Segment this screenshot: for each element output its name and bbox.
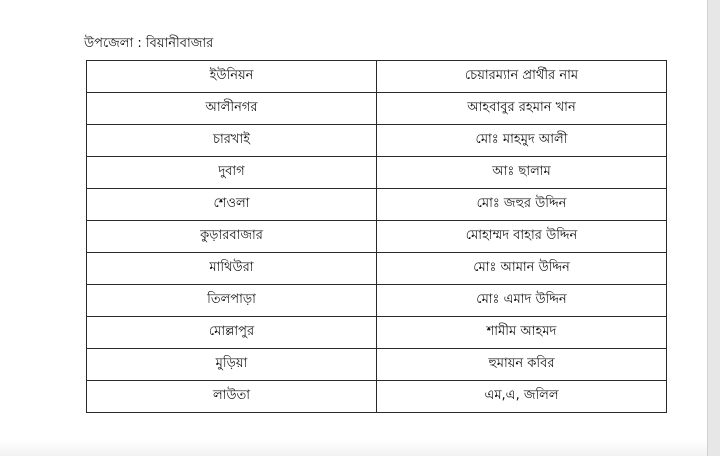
candidate-cell: মোঃ এমাদ উদ্দিন: [377, 285, 667, 317]
union-cell: শেওলা: [87, 189, 377, 221]
table-row: [87, 285, 667, 317]
union-cell: মোল্লাপুর: [87, 317, 377, 349]
union-cell: তিলপাড়া: [87, 285, 377, 317]
table-row: [87, 189, 667, 221]
upazila-caption: উপজেলা : বিয়ানীবাজার: [84, 36, 214, 51]
candidate-cell: আহবাবুর রহমান খান: [377, 93, 667, 125]
candidate-table: [86, 60, 667, 413]
union-cell: মাথিউরা: [87, 253, 377, 285]
candidate-cell: শামীম আহমদ: [377, 317, 667, 349]
table-row: [87, 381, 667, 413]
page-bottom-edge: [0, 440, 707, 456]
candidate-cell: মোঃ মাহমুদ আলী: [377, 125, 667, 157]
table-row: [87, 157, 667, 189]
candidate-cell: মোঃ আমান উদ্দিন: [377, 253, 667, 285]
table-row: [87, 253, 667, 285]
union-cell: আলীনগর: [87, 93, 377, 125]
table-row: [87, 317, 667, 349]
candidate-cell: আঃ ছালাম: [377, 157, 667, 189]
union-cell: দুবাগ: [87, 157, 377, 189]
header-union: ইউনিয়ন: [87, 61, 377, 93]
candidate-cell: মোহাম্মদ বাহার উদ্দিন: [377, 221, 667, 253]
union-cell: কুড়ারবাজার: [87, 221, 377, 253]
union-cell: লাউতা: [87, 381, 377, 413]
candidate-cell: হুমায়ন কবির: [377, 349, 667, 381]
candidate-cell: মোঃ জহুর উদ্দিন: [377, 189, 667, 221]
union-cell: চারখাই: [87, 125, 377, 157]
table-row: [87, 125, 667, 157]
candidate-cell: এম,এ, জলিল: [377, 381, 667, 413]
table-header-row: [87, 61, 667, 93]
table-row: [87, 93, 667, 125]
header-chairman-candidate: চেয়ারম্যান প্রার্থীর নাম: [377, 61, 667, 93]
union-cell: মুড়িয়া: [87, 349, 377, 381]
table-row: [87, 349, 667, 381]
table-row: [87, 221, 667, 253]
